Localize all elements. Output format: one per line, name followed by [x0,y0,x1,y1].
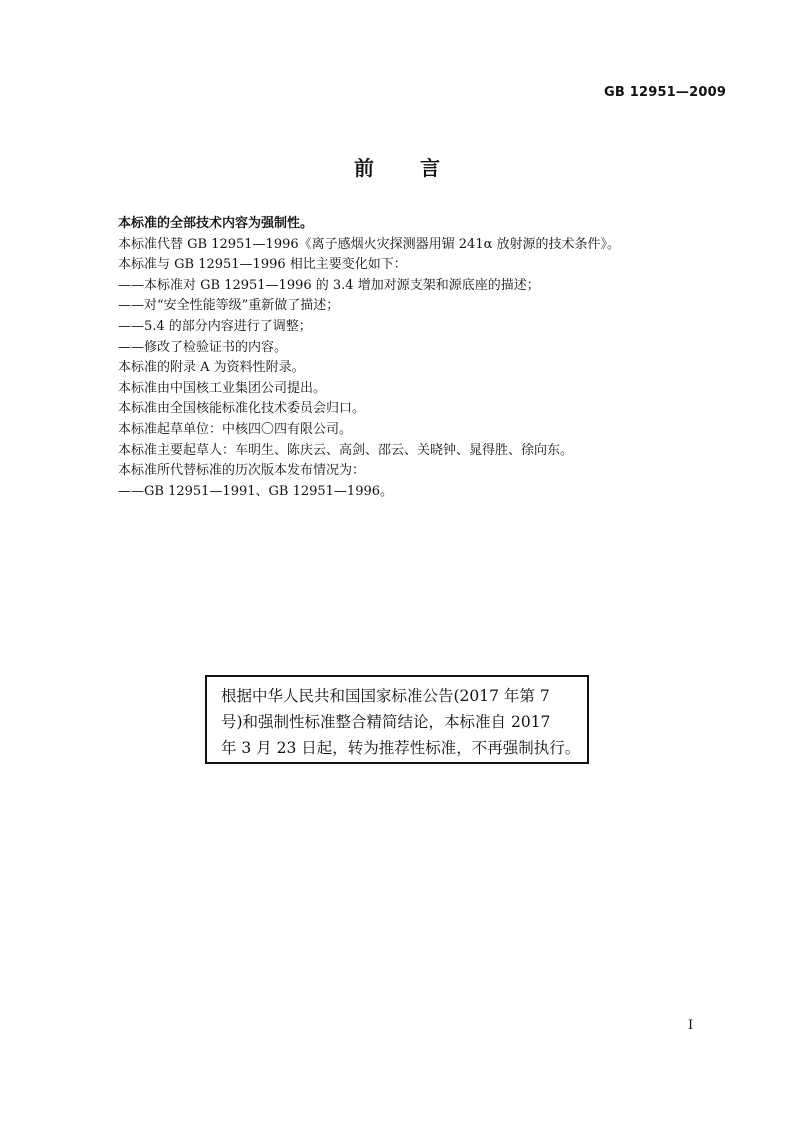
page-title [0,152,794,181]
foreword-line: 本标准由中国核工业集团公司提出。 [118,380,327,396]
foreword-line: ——GB 12951—1991、GB 12951—1996。 [118,483,394,499]
title-char-2: 言 [420,156,440,180]
standard-code: GB 12951—2009 [604,85,727,100]
foreword-line: ——5.4 的部分内容进行了调整； [118,318,312,334]
title-char-1: 前 [354,156,374,180]
foreword-line: 本标准的附录 A 为资料性附录。 [118,360,305,376]
foreword-line: 本标准主要起草人：车明生、陈庆云、高剑、邵云、关晓钟、晁得胜、徐向东。 [118,442,574,458]
foreword-line: 本标准的全部技术内容为强制性。 [118,216,314,231]
foreword-body [118,214,718,502]
notice-line: 根据中华人民共和国国家标准公告(2017 年第 7 [221,687,550,705]
foreword-line: 本标准由全国核能标准化技术委员会归口。 [118,401,366,417]
foreword-line: 本标准所代替标准的历次版本发布情况为： [118,463,366,479]
foreword-line: ——修改了检验证书的内容。 [118,339,288,355]
foreword-line: 本标准代替 GB 12951—1996《离子感烟火灾探测器用镅 241α 放射源的技术条件》。 [118,236,620,252]
foreword-line: ——对“安全性能等级”重新做了描述； [118,298,340,314]
page-number: I [688,1018,694,1033]
foreword-line: 本标准与 GB 12951—1996 相比主要变化如下： [118,257,407,273]
foreword-line: ——本标准对 GB 12951—1996 的 3.4 增加对源支架和源底座的描述； [118,277,540,293]
notice-line: 号)和强制性标准整合精简结论，本标准自 2017 [221,713,551,731]
foreword-line: 本标准起草单位：中核四〇四有限公司。 [118,421,353,437]
notice-line: 年 3 月 23 日起，转为推荐性标准，不再强制执行。 [221,739,581,757]
conversion-notice-box [205,675,589,764]
